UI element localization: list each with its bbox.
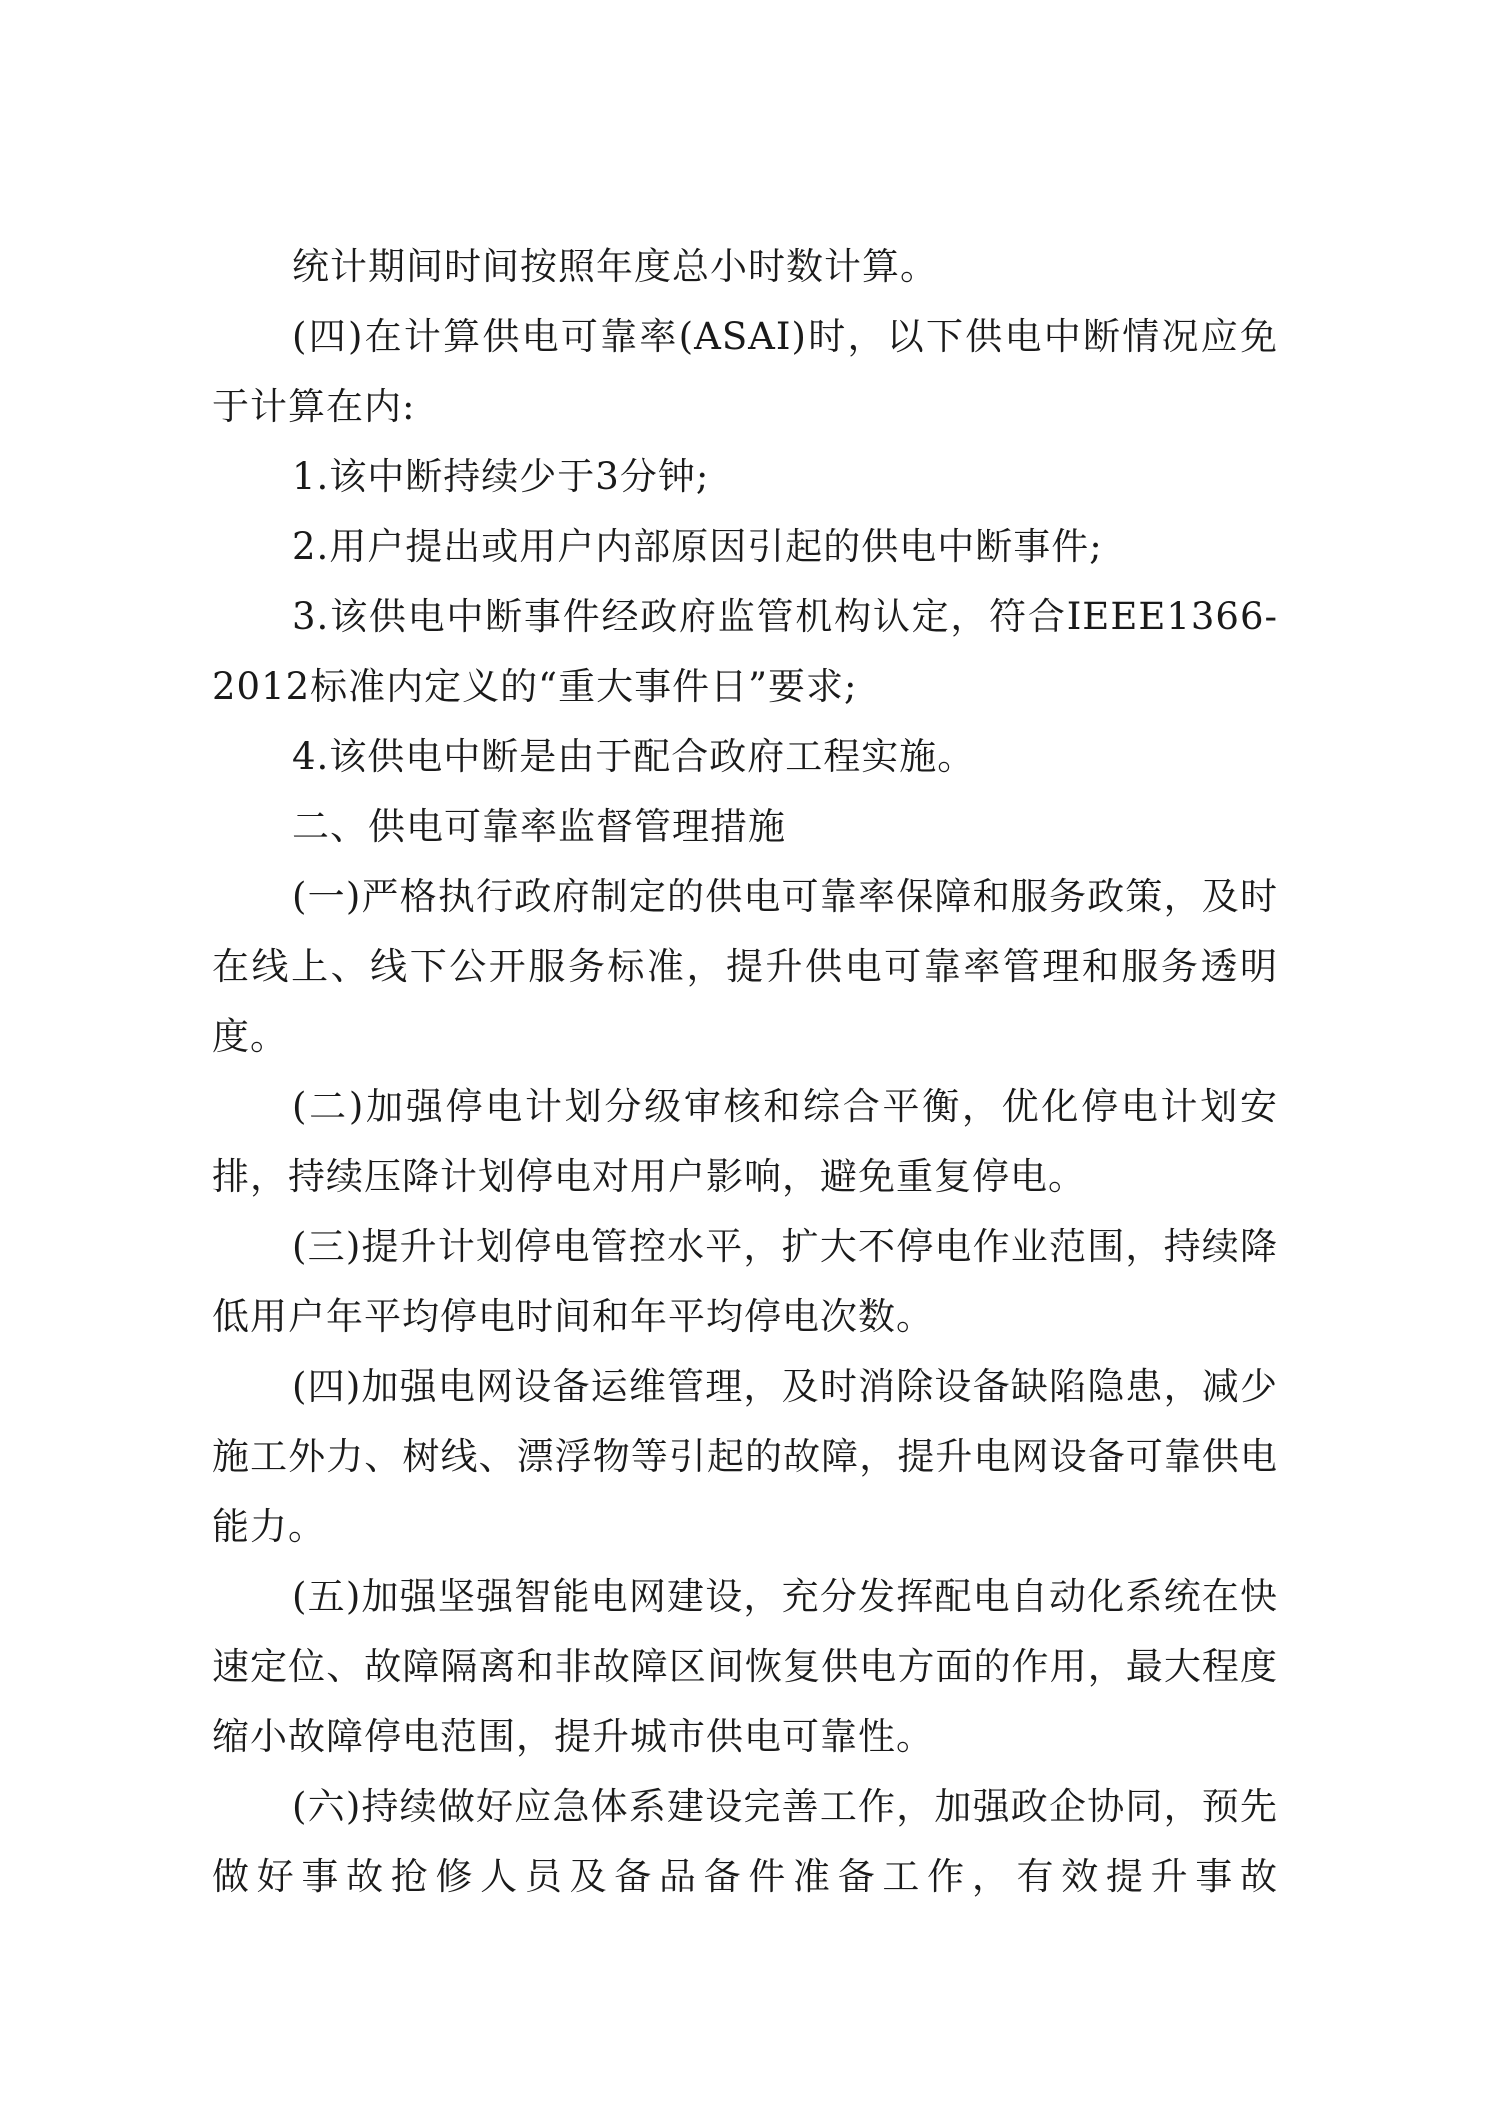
list-item-4: 4.该供电中断是由于配合政府工程实施。	[292, 735, 976, 778]
list-item-2: 2.用户提出或用户内部原因引起的供电中断事件;	[292, 525, 1103, 568]
list-item-3: 3.该供电中断事件经政府监管机构认定，符合IEEE1366-2012标准内定义的“重大事件日”要求;	[212, 595, 1278, 708]
measure-paragraph-2: (二)加强停电计划分级审核和综合平衡，优化停电计划安排，持续压降计划停电对用户影响，避免重复停电。	[212, 1085, 1278, 1198]
measure-paragraph-4: (四)加强电网设备运维管理，及时消除设备缺陷隐患，减少施工外力、树线、漂浮物等引起的故障，提升电网设备可靠供电能力。	[212, 1365, 1278, 1548]
measure-paragraph-6: (六)持续做好应急体系建设完善工作，加强政企协同，预先做好事故抢修人员及备品备件准备工作，有效提升事故	[212, 1785, 1278, 1898]
document-page	[212, 232, 1278, 1912]
list-item-1: 1.该中断持续少于3分钟;	[292, 455, 710, 498]
paragraph-statistics-period: 统计期间时间按照年度总小时数计算。	[292, 245, 938, 288]
paragraph-asai-exemptions: (四)在计算供电可靠率(ASAI)时，以下供电中断情况应免于计算在内:	[212, 315, 1278, 428]
measure-paragraph-1: (一)严格执行政府制定的供电可靠率保障和服务政策，及时在线上、线下公开服务标准，提升供电可靠率管理和服务透明度。	[212, 875, 1278, 1058]
section-heading-measures: 二、供电可靠率监督管理措施	[292, 805, 786, 848]
measure-paragraph-5: (五)加强坚强智能电网建设，充分发挥配电自动化系统在快速定位、故障隔离和非故障区间恢复供电方面的作用，最大程度缩小故障停电范围，提升城市供电可靠性。	[212, 1575, 1278, 1758]
measure-paragraph-3: (三)提升计划停电管控水平，扩大不停电作业范围，持续降低用户年平均停电时间和年平均停电次数。	[212, 1225, 1278, 1338]
